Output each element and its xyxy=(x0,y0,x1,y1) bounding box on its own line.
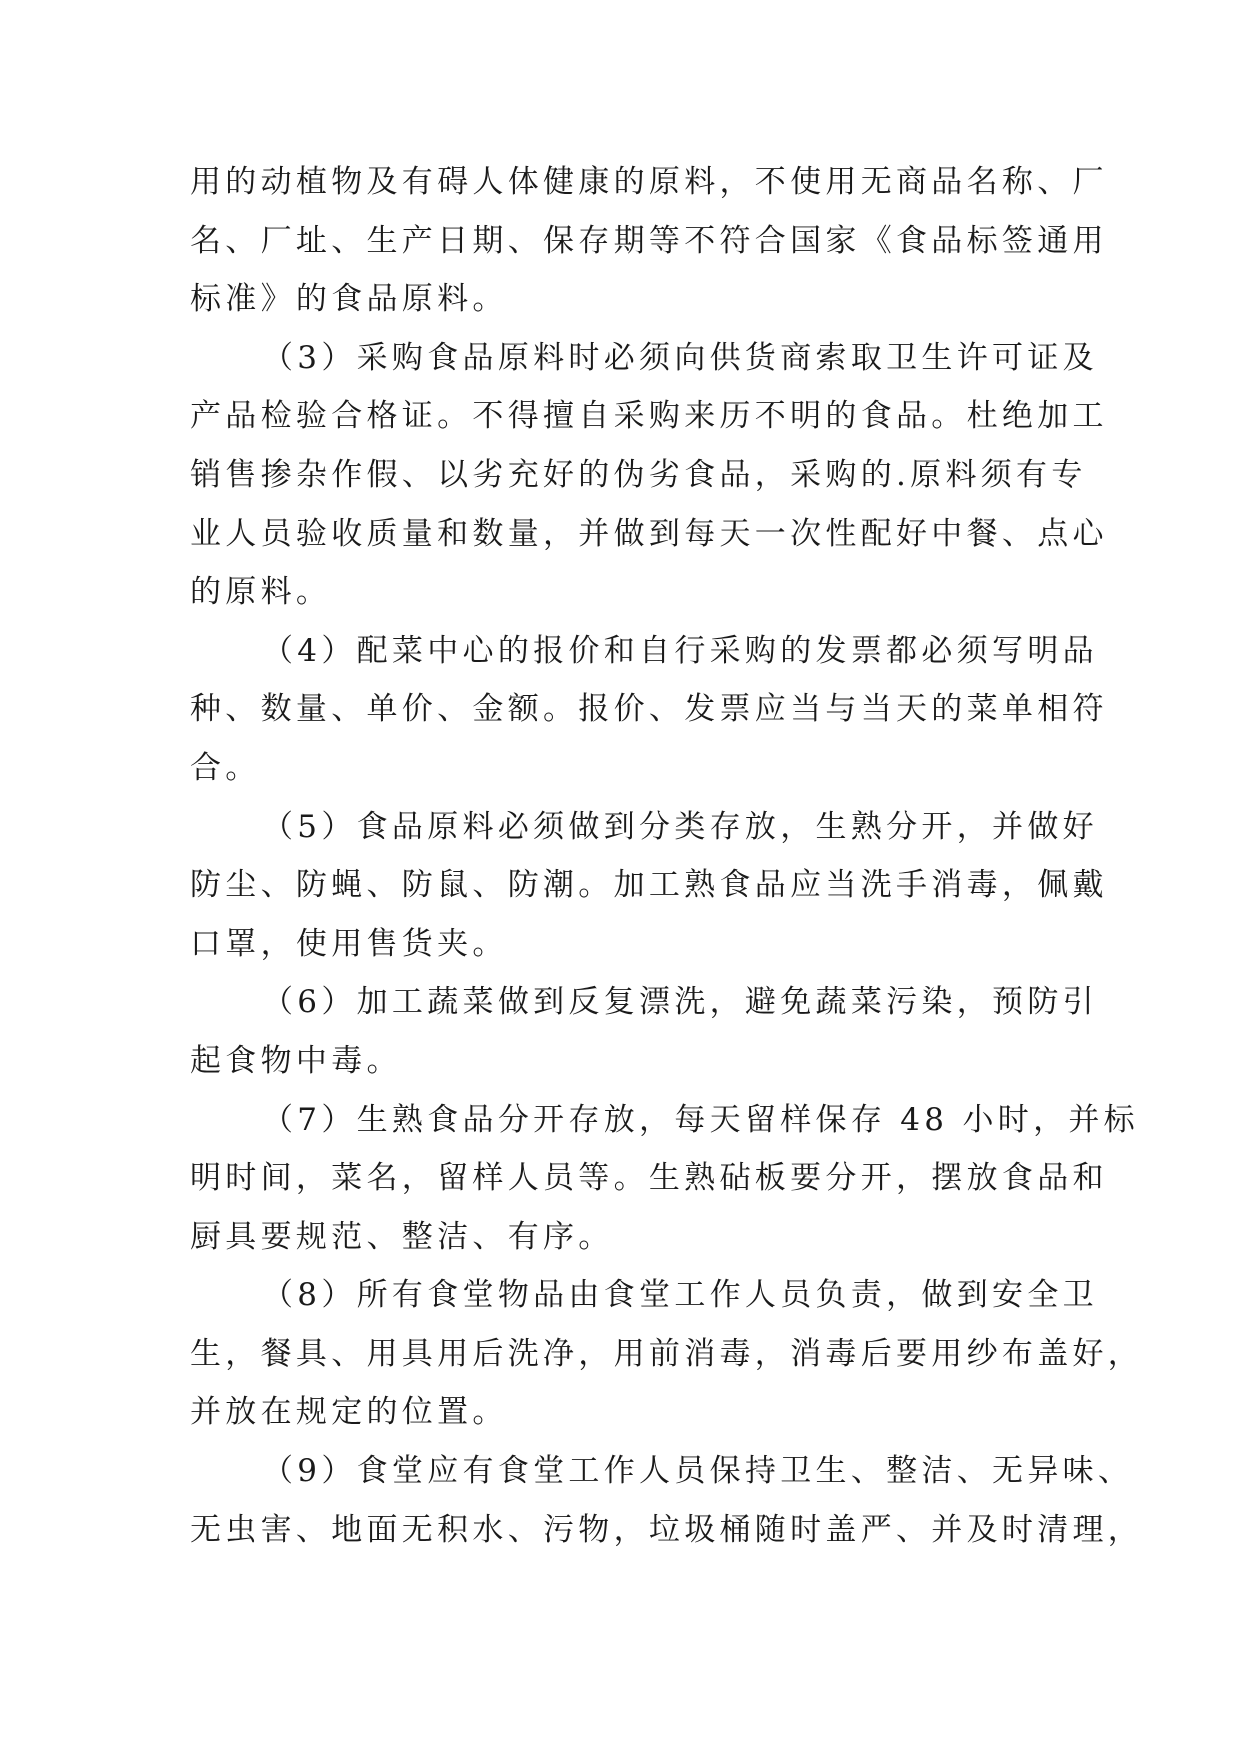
text-line: 名、厂址、生产日期、保存期等不符合国家《食品标签通用 xyxy=(190,222,1108,259)
paragraph-9-start: （9）食堂应有食堂工作人员保持卫生、整洁、无异味、 xyxy=(262,1453,1134,1490)
paragraph-5-start: （5）食品原料必须做到分类存放，生熟分开，并做好 xyxy=(262,808,1098,845)
text-line: 并放在规定的位置。 xyxy=(190,1394,508,1431)
text-line: 的原料。 xyxy=(190,574,332,611)
text-line: 口罩，使用售货夹。 xyxy=(190,925,508,962)
paragraph-6-start: （6）加工蔬菜做到反复漂洗，避免蔬菜污染，预防引 xyxy=(262,984,1098,1021)
text-line: 产品检验合格证。不得擅自采购来历不明的食品。杜绝加工 xyxy=(190,398,1108,435)
text-line: 标准》的食品原料。 xyxy=(190,281,508,318)
text-line: 业人员验收质量和数量，并做到每天一次性配好中餐、点心 xyxy=(190,515,1108,552)
text-line: 种、数量、单价、金额。报价、发票应当与当天的菜单相符 xyxy=(190,691,1108,728)
paragraph-4-start: （4）配菜中心的报价和自行采购的发票都必须写明品 xyxy=(262,632,1098,669)
text-line: 无虫害、地面无积水、污物，垃圾桶随时盖严、并及时清理， xyxy=(190,1511,1144,1548)
paragraph-8-start: （8）所有食堂物品由食堂工作人员负责，做到安全卫 xyxy=(262,1277,1098,1314)
text-line: 合。 xyxy=(190,749,261,786)
paragraph-7-start: （7）生熟食品分开存放，每天留样保存 48 小时，并标 xyxy=(262,1101,1139,1138)
paragraph-3-start: （3）采购食品原料时必须向供货商索取卫生许可证及 xyxy=(262,339,1098,376)
body-text xyxy=(190,153,1144,1559)
text-line: 厨具要规范、整洁、有序。 xyxy=(190,1218,614,1255)
text-line: 起食物中毒。 xyxy=(190,1042,402,1079)
text-line: 用的动植物及有碍人体健康的原料，不使用无商品名称、厂 xyxy=(190,164,1108,200)
text-line: 防尘、防蝇、防鼠、防潮。加工熟食品应当洗手消毒，佩戴 xyxy=(190,867,1108,904)
text-line: 明时间，菜名，留样人员等。生熟砧板要分开，摆放食品和 xyxy=(190,1160,1108,1197)
text-line: 销售掺杂作假、以劣充好的伪劣食品，采购的.原料须有专 xyxy=(190,456,1087,493)
text-line: 生，餐具、用具用后洗净，用前消毒，消毒后要用纱布盖好， xyxy=(190,1335,1144,1372)
